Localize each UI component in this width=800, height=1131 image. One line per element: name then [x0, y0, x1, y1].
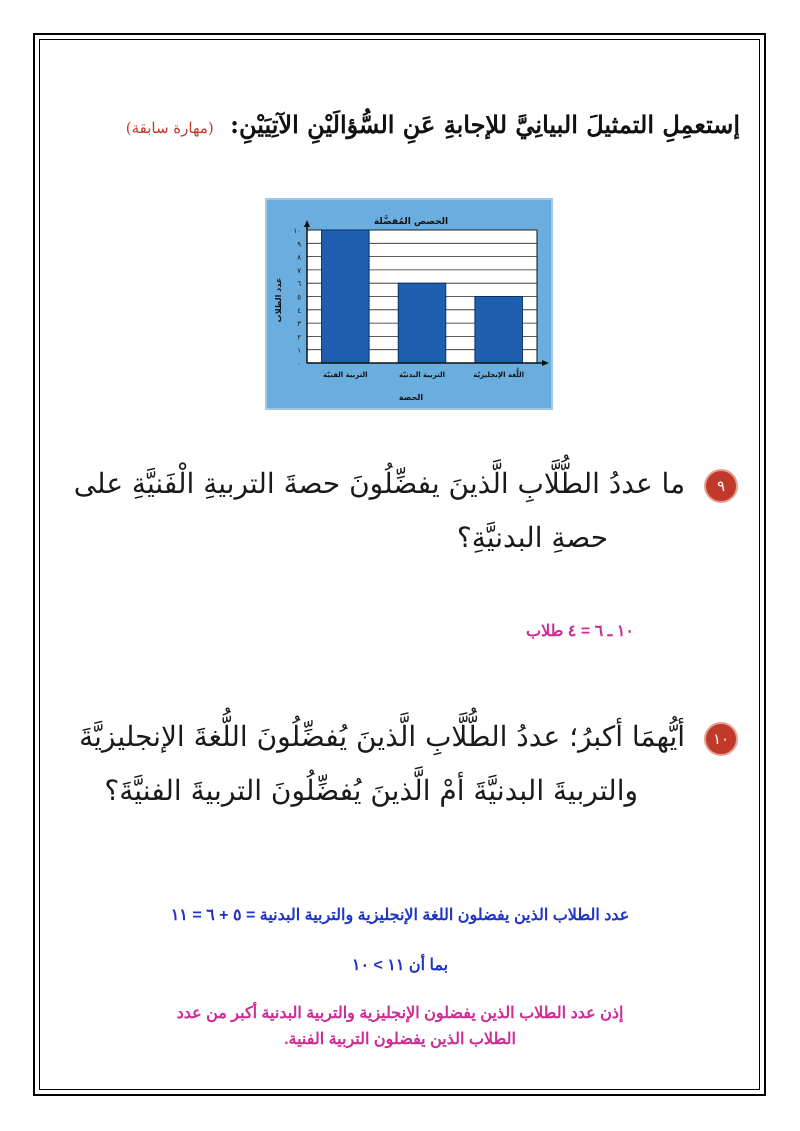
skill-tag: (مهارة سابقة)	[125, 119, 214, 137]
y-tick-label: ١	[297, 346, 301, 355]
x-tick-label: التربية البدنيّة	[398, 371, 446, 379]
bar	[398, 283, 446, 363]
question-9	[58, 457, 738, 565]
bar	[322, 230, 370, 363]
question-10-conclusion-line1: إذن عدد الطلاب الذين يفضلون الإنجليزية والتربية البدنية أكبر من عدد	[176, 1005, 624, 1022]
question-9-line2: حصةِ البدنيَّةِ؟	[456, 521, 608, 554]
y-tick-label: ١٠	[293, 227, 301, 235]
question-9-answer: ١٠ ـ ٦ = ٤ طلاب	[526, 623, 634, 640]
y-tick-label: ٤	[297, 306, 301, 315]
x-tick-label: التربية الفنيّة	[323, 371, 368, 379]
y-tick-label: ٨	[297, 253, 301, 262]
bar	[475, 297, 523, 364]
question-9-line1: ما عددُ الطُّلَّابِ الَّذينَ يفضِّلُونَ حصةَ التربيةِ الْفَنيَّةِ على	[73, 467, 686, 500]
question-10-line1: أيُّهمَا أكبرُ؛ عددُ الطُّلَّابِ الَّذينَ يُفضِّلُونَ اللُّغةَ الإنجليزيَّةَ	[79, 720, 686, 753]
chart-xlabel: الحصة	[398, 393, 424, 402]
question-9-number-badge: ٩	[704, 469, 738, 503]
instruction-heading	[60, 110, 740, 139]
question-10-number-badge: ١٠	[704, 722, 738, 756]
instruction-text: إستعمِلِ التمثيلَ البيانِيَّ للإجابةِ عَنِ السُّؤالَيْنِ الآتِيَيْنِ:	[230, 110, 740, 139]
y-tick-label: ٢	[297, 333, 301, 342]
y-axis-arrow	[304, 220, 310, 227]
x-axis-arrow	[542, 360, 549, 366]
question-10-line2: والتربيةَ البدنيَّةَ أمْ الَّذينَ يُفضِّلُونَ التربيةَ الفنيَّةَ؟	[104, 774, 638, 807]
y-tick-label: ٦	[297, 280, 301, 289]
bar-chart	[265, 198, 553, 410]
y-tick-label: ٣	[297, 320, 301, 329]
y-tick-label: ٩	[297, 240, 301, 249]
question-10-conclusion-line2: الطلاب الذين يفضلون التربية الفنية.	[284, 1031, 516, 1048]
chart-title: الحصص المُفضَّلة	[373, 217, 449, 227]
chart-ylabel: عدد الطلاب	[274, 277, 283, 323]
bar-chart-svg	[267, 200, 551, 408]
question-10-answer-line1: عدد الطلاب الذين يفضلون اللغة الإنجليزية والتربية البدنية = ٥ + ٦ = ١١	[170, 907, 630, 924]
question-10-answer-line2: بما أن ١١ > ١٠	[351, 957, 449, 974]
question-10	[18, 710, 738, 818]
y-tick-label: ٧	[297, 266, 301, 275]
x-tick-label: اللُّغة الإنجليزيّة	[473, 371, 525, 379]
y-tick-label: ٠	[297, 360, 301, 368]
y-tick-label: ٥	[297, 293, 301, 302]
